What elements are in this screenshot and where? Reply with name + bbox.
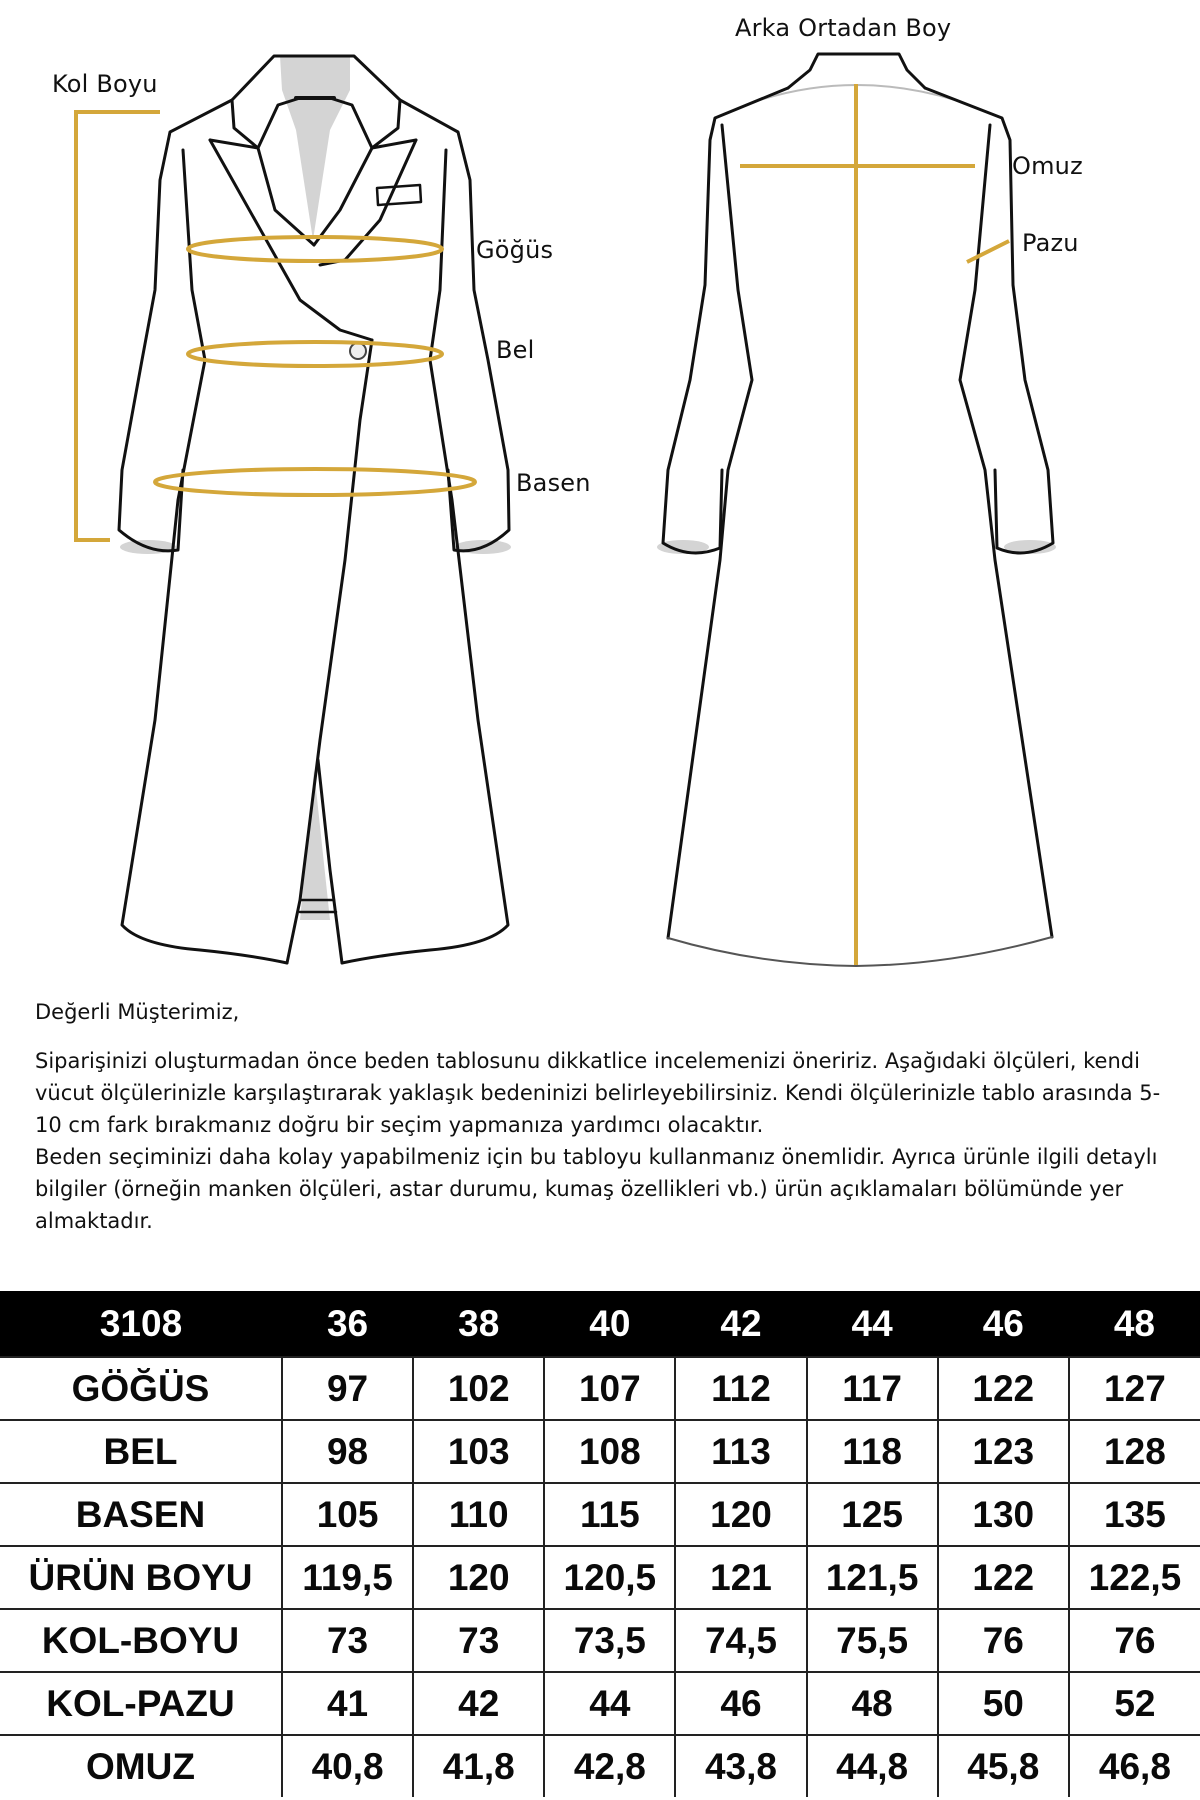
table-cell: 73,5	[544, 1609, 675, 1672]
table-row	[0, 1357, 1200, 1420]
table-row	[0, 1672, 1200, 1735]
table-cell: 103	[413, 1420, 544, 1483]
front-measure-lines	[76, 112, 475, 540]
label-bicep: Pazu	[1022, 229, 1079, 257]
table-row	[0, 1546, 1200, 1609]
header-product-code: 3108	[0, 1291, 282, 1357]
table-cell: 40,8	[282, 1735, 413, 1797]
table-cell: 107	[544, 1357, 675, 1420]
notice-paragraph-2: Beden seçiminizi daha kolay yapabilmeniz için bu tabloyu kullanmanız önemlidir. Ayrıca ürünle ilgili detaylı bilgiler (örneğin manken ölçüleri, astar durumu, kumaş özellikleri vb.) ürün açıklamaları bölümünde yer almaktadır.	[35, 1145, 1158, 1233]
bicep-line	[967, 241, 1009, 262]
notice-paragraph-1: Siparişinizi oluşturmadan önce beden tablosunu dikkatlice incelemenizi öneririz. Aşağıdaki ölçüleri, kendi vücut ölçülerinizle karşılaştırarak yaklaşık bedeninizi belirleyebilirsiniz. Kendi ölçülerinizle tablo arasında 5-10 cm fark bırakmanız doğru bir seçim yapmanıza yardımcı olacaktır.	[35, 1049, 1161, 1137]
label-sleeve-length: Kol Boyu	[52, 70, 158, 98]
table-body	[0, 1357, 1200, 1797]
label-shoulder: Omuz	[1012, 152, 1083, 180]
table-cell: 130	[938, 1483, 1069, 1546]
table-cell: 73	[413, 1609, 544, 1672]
table-cell: 122,5	[1069, 1546, 1200, 1609]
header-size: 44	[807, 1291, 938, 1357]
table-cell: 44,8	[807, 1735, 938, 1797]
size-chart-table	[0, 1291, 1200, 1797]
table-row	[0, 1735, 1200, 1797]
table-cell: 121,5	[807, 1546, 938, 1609]
table-cell: 75,5	[807, 1609, 938, 1672]
table-cell: 102	[413, 1357, 544, 1420]
row-label: GÖĞÜS	[0, 1357, 282, 1420]
table-cell: 76	[1069, 1609, 1200, 1672]
customer-notice	[35, 996, 1175, 1237]
table-cell: 98	[282, 1420, 413, 1483]
table-cell: 120	[675, 1483, 806, 1546]
button-icon	[350, 343, 366, 359]
table-cell: 52	[1069, 1672, 1200, 1735]
front-coat-drawing	[119, 56, 511, 963]
table-cell: 120,5	[544, 1546, 675, 1609]
row-label: BASEN	[0, 1483, 282, 1546]
table-cell: 119,5	[282, 1546, 413, 1609]
table-cell: 41	[282, 1672, 413, 1735]
table-cell: 135	[1069, 1483, 1200, 1546]
table-cell: 128	[1069, 1420, 1200, 1483]
table-row	[0, 1420, 1200, 1483]
table-cell: 123	[938, 1420, 1069, 1483]
table-cell: 97	[282, 1357, 413, 1420]
table-cell: 46	[675, 1672, 806, 1735]
table-cell: 121	[675, 1546, 806, 1609]
table-cell: 45,8	[938, 1735, 1069, 1797]
table-cell: 48	[807, 1672, 938, 1735]
waist-ellipse	[188, 342, 442, 366]
header-size: 40	[544, 1291, 675, 1357]
header-size: 36	[282, 1291, 413, 1357]
table-cell: 76	[938, 1609, 1069, 1672]
label-hip: Basen	[516, 469, 591, 497]
table-cell: 42,8	[544, 1735, 675, 1797]
table-cell: 117	[807, 1357, 938, 1420]
table-cell: 43,8	[675, 1735, 806, 1797]
notice-greeting: Değerli Müşterimiz,	[35, 1000, 240, 1024]
header-size: 46	[938, 1291, 1069, 1357]
table-cell: 41,8	[413, 1735, 544, 1797]
table-row	[0, 1609, 1200, 1672]
row-label: KOL-PAZU	[0, 1672, 282, 1735]
table-cell: 108	[544, 1420, 675, 1483]
row-label: OMUZ	[0, 1735, 282, 1797]
back-measure-lines	[740, 84, 1009, 965]
table-cell: 46,8	[1069, 1735, 1200, 1797]
table-cell: 74,5	[675, 1609, 806, 1672]
header-size: 38	[413, 1291, 544, 1357]
table-cell: 112	[675, 1357, 806, 1420]
table-row	[0, 1483, 1200, 1546]
table-cell: 115	[544, 1483, 675, 1546]
row-label: ÜRÜN BOYU	[0, 1546, 282, 1609]
row-label: KOL-BOYU	[0, 1609, 282, 1672]
table-cell: 105	[282, 1483, 413, 1546]
table-cell: 118	[807, 1420, 938, 1483]
header-size: 48	[1069, 1291, 1200, 1357]
label-back-length: Arka Ortadan Boy	[735, 14, 952, 42]
chest-ellipse	[188, 237, 442, 261]
table-cell: 113	[675, 1420, 806, 1483]
label-waist: Bel	[496, 336, 535, 364]
table-cell: 120	[413, 1546, 544, 1609]
header-size: 42	[675, 1291, 806, 1357]
table-header-row	[0, 1291, 1200, 1357]
table-cell: 110	[413, 1483, 544, 1546]
table-cell: 122	[938, 1546, 1069, 1609]
table-cell: 42	[413, 1672, 544, 1735]
table-cell: 127	[1069, 1357, 1200, 1420]
table-cell: 50	[938, 1672, 1069, 1735]
table-cell: 125	[807, 1483, 938, 1546]
row-label: BEL	[0, 1420, 282, 1483]
table-cell: 122	[938, 1357, 1069, 1420]
label-chest: Göğüs	[476, 236, 554, 264]
table-cell: 44	[544, 1672, 675, 1735]
hip-ellipse	[155, 469, 475, 495]
table-cell: 73	[282, 1609, 413, 1672]
